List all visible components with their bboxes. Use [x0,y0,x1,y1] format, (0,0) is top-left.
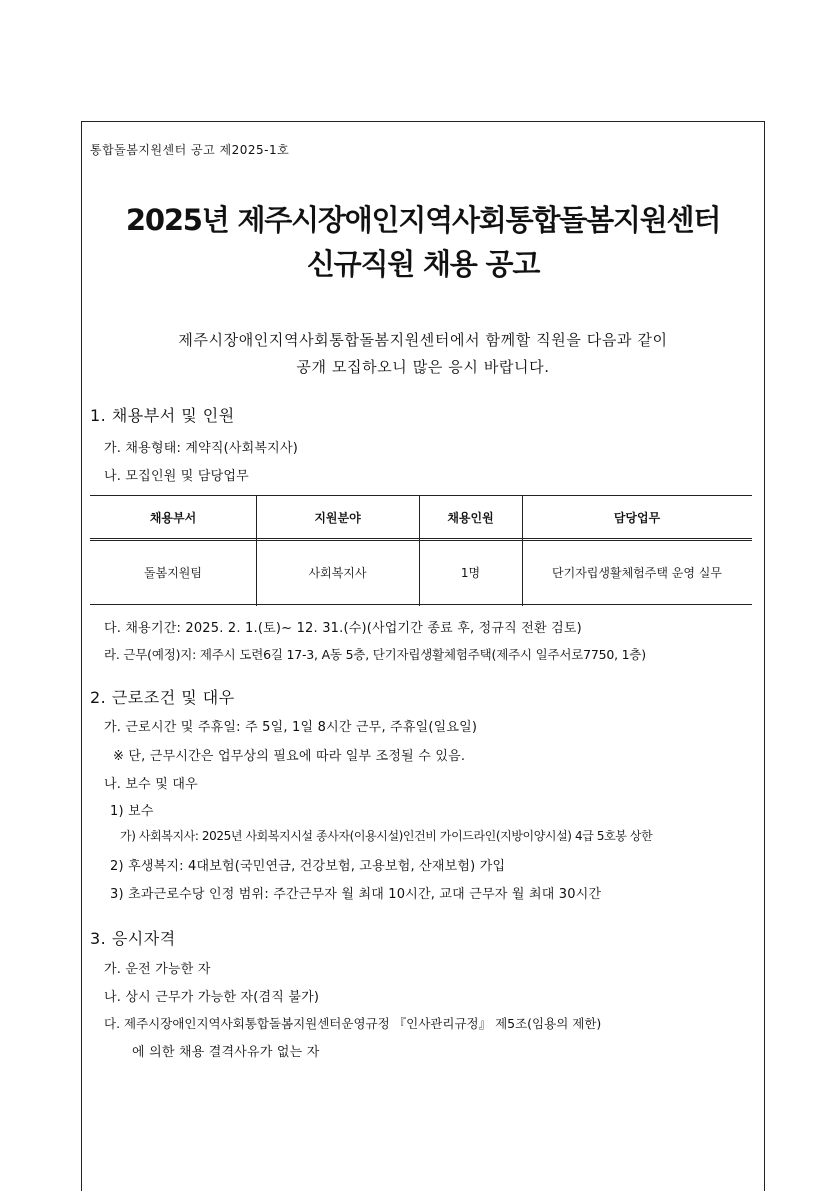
table-header: 지원분야 [314,510,361,525]
table-row [90,541,752,604]
notice-number: 통합돌봄지원센터 공고 제2025-1호 [90,143,290,157]
s3-item-da-2: 에 의한 채용 결격사유가 없는 자 [132,1045,320,1060]
s3-item-ga: 가. 운전 가능한 자 [104,962,211,977]
intro-line-1: 제주시장애인지역사회통합돌봄지원센터에서 함께할 직원을 다음과 같이 [178,331,668,349]
s1-item-ga: 가. 채용형태: 계약직(사회복지사) [104,441,298,456]
table-cell: 단기자립생활체험주택 운영 실무 [552,566,722,580]
s1-item-na: 나. 모집인원 및 담당업무 [104,469,249,484]
s2-item-ga: 가. 근로시간 및 주휴일: 주 5일, 1일 8시간 근무, 주휴일(일요일) [104,720,478,735]
s1-item-da: 다. 채용기간: 2025. 2. 1.(토)~ 12. 31.(수)(사업기간 종료 후, 정규직 전환 검토) [104,621,582,636]
page-title-line-1: 2025년 제주시장애인지역사회통합돌봄지원센터 [125,203,721,237]
s2-sub-3: 3) 초과근로수당 인정 범위: 주간근무자 월 최대 10시간, 교대 근무자 월 최대 30시간 [110,887,602,902]
s2-sub-1: 1) 보수 [110,804,154,819]
table-header: 채용인원 [447,510,494,525]
table-divider [419,496,420,606]
s2-note: ※ 단, 근무시간은 업무상의 필요에 따라 일부 조정될 수 있음. [113,749,466,764]
recruitment-table [90,495,752,605]
page-title-line-2: 신규직원 채용 공고 [306,247,540,281]
table-divider [522,496,523,606]
table-divider [256,496,257,606]
s2-sub-1-ga: 가) 사회복지사: 2025년 사회복지시설 종사자(이용시설)인건비 가이드라인(지방이양시설) 4급 5호봉 상한 [120,829,653,843]
s3-item-da-1: 다. 제주시장애인지역사회통합돌봄지원센터운영규정 『인사관리규정』 제5조(임용의 제한) [104,1016,602,1031]
s2-item-na: 나. 보수 및 대우 [104,777,198,792]
s2-sub-2: 2) 후생복지: 4대보험(국민연금, 건강보험, 고용보험, 산재보험) 가입 [110,859,506,874]
table-cell: 사회복지사 [308,566,367,580]
table-cell: 1명 [460,566,481,580]
table-header-row [90,496,752,541]
section-2-heading: 2. 근로조건 및 대우 [90,688,235,707]
table-header: 채용부서 [149,510,197,525]
section-1-heading: 1. 채용부서 및 인원 [90,406,235,425]
s1-item-ra: 라. 근무(예정)지: 제주시 도련6길 17-3, A동 5층, 단기자립생활체험주택(제주시 일주서로7750, 1층) [104,647,646,662]
section-3-heading: 3. 응시자격 [90,929,176,948]
table-header: 담당업무 [613,510,661,525]
s3-item-na: 나. 상시 근무가 가능한 자(겸직 불가) [104,990,320,1005]
intro-line-2: 공개 모집하오니 많은 응시 바랍니다. [296,358,550,376]
table-cell: 돌봄지원팀 [144,566,202,580]
